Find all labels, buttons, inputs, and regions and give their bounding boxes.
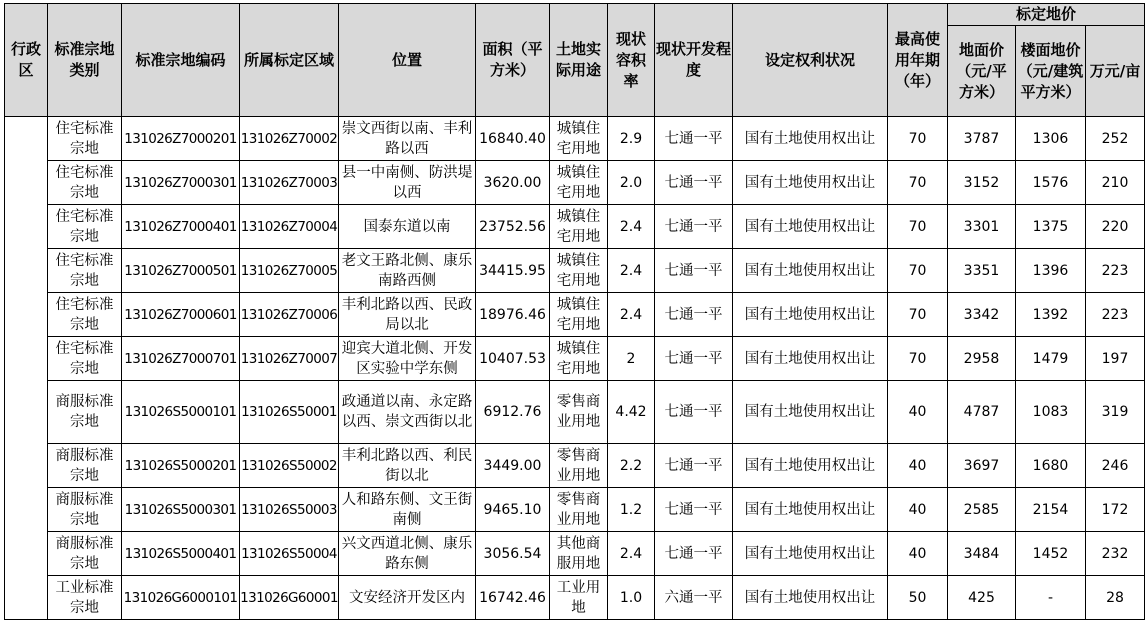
cell-location: 崇文西街以南、丰利路以西 (339, 117, 476, 161)
cell-land-price: 2585 (948, 488, 1016, 532)
cell-floor-price: - (1016, 576, 1086, 620)
table-row (5, 249, 1145, 293)
cell-floor-price: 2154 (1016, 488, 1086, 532)
cell-land-price: 3351 (948, 249, 1016, 293)
cell-far: 2.4 (608, 205, 655, 249)
cell-land-use: 零售商业用地 (550, 381, 608, 444)
cell-far: 2.0 (608, 161, 655, 205)
cell-area: 16742.46 (476, 576, 550, 620)
cell-land-use: 城镇住宅用地 (550, 161, 608, 205)
cell-land-use: 城镇住宅用地 (550, 205, 608, 249)
cell-category: 商服标准宗地 (48, 381, 122, 444)
cell-far: 2.9 (608, 117, 655, 161)
cell-floor-price: 1375 (1016, 205, 1086, 249)
cell-location: 政通道以南、永定路以西、崇文西街以北 (339, 381, 476, 444)
cell-mu-price: 210 (1086, 161, 1145, 205)
cell-parcel-code: 131026G6000101 (122, 576, 240, 620)
cell-dev-level: 七通一平 (655, 205, 733, 249)
cell-far: 1.0 (608, 576, 655, 620)
table-row (5, 381, 1145, 444)
cell-max-years: 70 (888, 117, 948, 161)
cell-mu-price: 223 (1086, 249, 1145, 293)
cell-land-use: 零售商业用地 (550, 488, 608, 532)
cell-mu-price: 246 (1086, 444, 1145, 488)
cell-mu-price: 319 (1086, 381, 1145, 444)
cell-mu-price: 28 (1086, 576, 1145, 620)
cell-location: 人和路东侧、文王街南侧 (339, 488, 476, 532)
cell-max-years: 50 (888, 576, 948, 620)
cell-category: 住宅标准宗地 (48, 293, 122, 337)
cell-location: 迎宾大道北侧、开发区实验中学东侧 (339, 337, 476, 381)
cell-area: 3449.00 (476, 444, 550, 488)
cell-category: 住宅标准宗地 (48, 337, 122, 381)
cell-mu-price: 232 (1086, 532, 1145, 576)
cell-area: 16840.40 (476, 117, 550, 161)
cell-max-years: 70 (888, 293, 948, 337)
cell-floor-price: 1680 (1016, 444, 1086, 488)
cell-location: 兴文西道北侧、康乐路东侧 (339, 532, 476, 576)
cell-far: 2.4 (608, 293, 655, 337)
cell-land-price: 3697 (948, 444, 1016, 488)
cell-zone: 131026S50004 (240, 532, 339, 576)
cell-zone: 131026S50003 (240, 488, 339, 532)
cell-land-use: 零售商业用地 (550, 444, 608, 488)
cell-max-years: 70 (888, 161, 948, 205)
cell-zone: 131026S50002 (240, 444, 339, 488)
cell-parcel-code: 131026S5000301 (122, 488, 240, 532)
header-land-use: 土地实际用途 (550, 4, 608, 117)
cell-max-years: 70 (888, 205, 948, 249)
cell-rights: 国有土地使用权出让 (733, 444, 888, 488)
cell-area: 18976.46 (476, 293, 550, 337)
table-row (5, 488, 1145, 532)
header-area: 面积（平方米） (476, 4, 550, 117)
cell-dev-level: 七通一平 (655, 161, 733, 205)
cell-mu-price: 172 (1086, 488, 1145, 532)
cell-category: 商服标准宗地 (48, 532, 122, 576)
header-max-years: 最高使用年期（年） (888, 4, 948, 117)
cell-zone: 131026S50001 (240, 381, 339, 444)
cell-mu-price: 223 (1086, 293, 1145, 337)
cell-land-price: 2958 (948, 337, 1016, 381)
cell-category: 住宅标准宗地 (48, 161, 122, 205)
cell-max-years: 70 (888, 249, 948, 293)
cell-parcel-code: 131026Z7000201 (122, 117, 240, 161)
cell-dev-level: 七通一平 (655, 532, 733, 576)
cell-rights: 国有土地使用权出让 (733, 117, 888, 161)
cell-district (5, 117, 48, 620)
cell-far: 2.4 (608, 249, 655, 293)
cell-parcel-code: 131026S5000101 (122, 381, 240, 444)
cell-land-price: 4787 (948, 381, 1016, 444)
cell-land-price: 3484 (948, 532, 1016, 576)
cell-category: 住宅标准宗地 (48, 117, 122, 161)
cell-parcel-code: 131026S5000401 (122, 532, 240, 576)
cell-zone: 131026Z70007 (240, 337, 339, 381)
cell-location: 丰利北路以西、民政局以北 (339, 293, 476, 337)
cell-area: 10407.53 (476, 337, 550, 381)
cell-category: 商服标准宗地 (48, 488, 122, 532)
cell-rights: 国有土地使用权出让 (733, 488, 888, 532)
header-price-group: 标定地价 (948, 4, 1145, 26)
cell-parcel-code: 131026Z7000501 (122, 249, 240, 293)
cell-parcel-code: 131026Z7000601 (122, 293, 240, 337)
table-row (5, 444, 1145, 488)
cell-zone: 131026Z70005 (240, 249, 339, 293)
cell-far: 2 (608, 337, 655, 381)
cell-far: 1.2 (608, 488, 655, 532)
cell-zone: 131026Z70006 (240, 293, 339, 337)
cell-land-price: 425 (948, 576, 1016, 620)
cell-land-use: 其他商服用地 (550, 532, 608, 576)
cell-land-price: 3342 (948, 293, 1016, 337)
cell-far: 2.4 (608, 532, 655, 576)
cell-category: 住宅标准宗地 (48, 249, 122, 293)
cell-zone: 131026Z70003 (240, 161, 339, 205)
cell-land-price: 3787 (948, 117, 1016, 161)
cell-area: 9465.10 (476, 488, 550, 532)
cell-floor-price: 1392 (1016, 293, 1086, 337)
cell-mu-price: 252 (1086, 117, 1145, 161)
header-dev-level: 现状开发程度 (655, 4, 733, 117)
cell-area: 3056.54 (476, 532, 550, 576)
table-row (5, 205, 1145, 249)
cell-parcel-code: 131026S5000201 (122, 444, 240, 488)
cell-floor-price: 1479 (1016, 337, 1086, 381)
land-price-table (4, 3, 1145, 620)
header-rights: 设定权利状况 (733, 4, 888, 117)
cell-zone: 131026Z70002 (240, 117, 339, 161)
cell-max-years: 40 (888, 532, 948, 576)
table-row (5, 293, 1145, 337)
header-land-price: 地面价（元/平方米） (948, 26, 1016, 117)
header-location: 位置 (339, 4, 476, 117)
cell-land-use: 工业用地 (550, 576, 608, 620)
cell-max-years: 40 (888, 488, 948, 532)
header-category: 标准宗地类别 (48, 4, 122, 117)
cell-max-years: 40 (888, 381, 948, 444)
cell-rights: 国有土地使用权出让 (733, 532, 888, 576)
cell-parcel-code: 131026Z7000701 (122, 337, 240, 381)
cell-land-use: 城镇住宅用地 (550, 117, 608, 161)
cell-land-price: 3301 (948, 205, 1016, 249)
cell-dev-level: 七通一平 (655, 381, 733, 444)
cell-category: 商服标准宗地 (48, 444, 122, 488)
cell-max-years: 70 (888, 337, 948, 381)
cell-floor-price: 1396 (1016, 249, 1086, 293)
cell-area: 3620.00 (476, 161, 550, 205)
cell-dev-level: 七通一平 (655, 249, 733, 293)
cell-dev-level: 六通一平 (655, 576, 733, 620)
cell-mu-price: 197 (1086, 337, 1145, 381)
cell-max-years: 40 (888, 444, 948, 488)
cell-zone: 131026G60001 (240, 576, 339, 620)
table-body (5, 117, 1145, 620)
cell-rights: 国有土地使用权出让 (733, 293, 888, 337)
table-row (5, 532, 1145, 576)
cell-parcel-code: 131026Z7000401 (122, 205, 240, 249)
cell-area: 34415.95 (476, 249, 550, 293)
cell-zone: 131026Z70004 (240, 205, 339, 249)
cell-rights: 国有土地使用权出让 (733, 337, 888, 381)
table-row (5, 576, 1145, 620)
cell-land-use: 城镇住宅用地 (550, 293, 608, 337)
cell-rights: 国有土地使用权出让 (733, 576, 888, 620)
header-floor-price: 楼面地价（元/建筑平方米） (1016, 26, 1086, 117)
cell-land-use: 城镇住宅用地 (550, 249, 608, 293)
cell-location: 丰利北路以西、利民街以北 (339, 444, 476, 488)
header-mu-price: 万元/亩 (1086, 26, 1145, 117)
cell-floor-price: 1452 (1016, 532, 1086, 576)
cell-category: 住宅标准宗地 (48, 205, 122, 249)
cell-floor-price: 1576 (1016, 161, 1086, 205)
header-zone: 所属标定区域 (240, 4, 339, 117)
cell-rights: 国有土地使用权出让 (733, 205, 888, 249)
cell-location: 国泰东道以南 (339, 205, 476, 249)
table-row (5, 337, 1145, 381)
cell-location: 文安经济开发区内 (339, 576, 476, 620)
cell-dev-level: 七通一平 (655, 117, 733, 161)
cell-far: 4.42 (608, 381, 655, 444)
cell-land-use: 城镇住宅用地 (550, 337, 608, 381)
cell-rights: 国有土地使用权出让 (733, 381, 888, 444)
cell-area: 23752.56 (476, 205, 550, 249)
table-row (5, 117, 1145, 161)
header-far: 现状容积率 (608, 4, 655, 117)
cell-dev-level: 七通一平 (655, 444, 733, 488)
cell-category: 工业标准宗地 (48, 576, 122, 620)
cell-location: 老文王路北侧、康乐南路西侧 (339, 249, 476, 293)
cell-rights: 国有土地使用权出让 (733, 249, 888, 293)
table-row (5, 161, 1145, 205)
header-parcel-code: 标准宗地编码 (122, 4, 240, 117)
cell-parcel-code: 131026Z7000301 (122, 161, 240, 205)
cell-floor-price: 1083 (1016, 381, 1086, 444)
cell-location: 县一中南侧、防洪堤以西 (339, 161, 476, 205)
cell-floor-price: 1306 (1016, 117, 1086, 161)
cell-dev-level: 七通一平 (655, 293, 733, 337)
cell-far: 2.2 (608, 444, 655, 488)
cell-rights: 国有土地使用权出让 (733, 161, 888, 205)
cell-dev-level: 七通一平 (655, 488, 733, 532)
cell-area: 6912.76 (476, 381, 550, 444)
cell-mu-price: 220 (1086, 205, 1145, 249)
cell-dev-level: 七通一平 (655, 337, 733, 381)
cell-land-price: 3152 (948, 161, 1016, 205)
header-district: 行政区 (5, 4, 48, 117)
